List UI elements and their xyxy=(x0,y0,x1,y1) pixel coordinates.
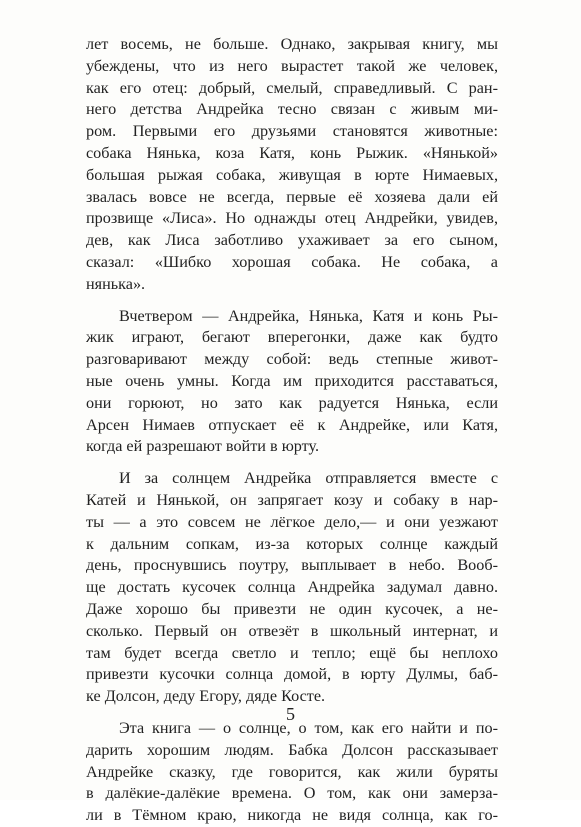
text-line: сказал: «Шибко хорошая собака. Не собака, а xyxy=(86,252,498,271)
text-line: привезти кусочки солнца домой, в юрту Дулмы, баб- xyxy=(86,665,498,684)
text-line: когда ей разрешают войти в юрту. xyxy=(86,437,320,456)
text-line: лет восемь, не больше. Однако, закрывая книгу, мы xyxy=(86,35,498,53)
text-line: убеждены, что из него вырастет такой же человек, xyxy=(86,56,498,75)
text-line: дев, как Лиса заботливо ухаживает за его сыном, xyxy=(86,231,498,250)
text-line: него детства Андрейка тесно связан с живым ми- xyxy=(86,100,498,119)
text-line: большая рыжая собака, живущая в юрте Нимаевых, xyxy=(86,165,498,184)
text-line: прозвище «Лиса». Но однажды отец Андрейки, увидев, xyxy=(86,209,498,228)
paragraph xyxy=(86,718,498,827)
text-line: нянька». xyxy=(86,274,146,293)
paragraph xyxy=(86,306,498,459)
text-line: ные очень умны. Когда им приходится расставаться, xyxy=(86,371,498,390)
text-line: ром. Первыми его друзьями становятся животные: xyxy=(86,122,498,141)
text-line: там будет всегда светло и тепло; ещё бы неплохо xyxy=(86,643,498,662)
page-number: 5 xyxy=(286,704,295,724)
text-line: ке Долсон, деду Егору, дяде Косте. xyxy=(86,687,326,706)
text-line: ще достать кусочек солнца Андрейка задумал давно. xyxy=(86,578,498,597)
text-line: дарить хорошим людям. Бабка Долсон рассказывает xyxy=(86,740,498,759)
text-line: Эта книга — о солнце, о том, как его найти и по- xyxy=(119,718,498,737)
text-line: Вчетвером — Андрейка, Нянька, Катя и конь Ры- xyxy=(119,306,498,325)
text-line: они горюют, но зато как радуется Нянька, если xyxy=(86,393,498,412)
text-line: как его отец: добрый, смелый, справедливый. С ран- xyxy=(86,78,498,97)
paragraph xyxy=(86,468,498,708)
text-line: Арсен Нимаев отпускает её к Андрейке, или Катя, xyxy=(86,415,498,434)
text-line: ли в Тёмном краю, никогда не видя солнца, как го- xyxy=(86,806,498,825)
text-line: сколько. Первый он отвезёт в школьный интернат, и xyxy=(86,621,498,640)
text-line: день, проснувшись поутру, выплывает в небо. Вооб- xyxy=(86,556,498,575)
text-line: звалась вовсе не всегда, первые её хозяева дали ей xyxy=(86,187,498,206)
text-line: к дальним сопкам, из-за которых солнце каждый xyxy=(86,534,498,553)
text-line: разговаривают между собой: ведь степные живот- xyxy=(86,350,498,369)
text-line: И за солнцем Андрейка отправляется вместе с xyxy=(119,469,498,488)
text-line: ты — а это совсем не лёгкое дело,— и они уезжают xyxy=(86,512,498,531)
text-line: жик играют, бегают вперегонки, даже как будто xyxy=(86,328,498,347)
text-line: Катей и Нянькой, он запрягает козу и собаку в нар- xyxy=(86,490,498,509)
text-line: Даже хорошо бы привезти не один кусочек, а не- xyxy=(86,599,498,618)
text-line: Андрейке сказку, где говорится, как жили буряты xyxy=(86,762,498,781)
text-line: собака Нянька, коза Катя, конь Рыжик. «Нянькой» xyxy=(86,143,498,162)
paragraph xyxy=(86,34,498,296)
text-line: в далёкие-далёкие времена. О том, как они замерза- xyxy=(86,784,498,803)
